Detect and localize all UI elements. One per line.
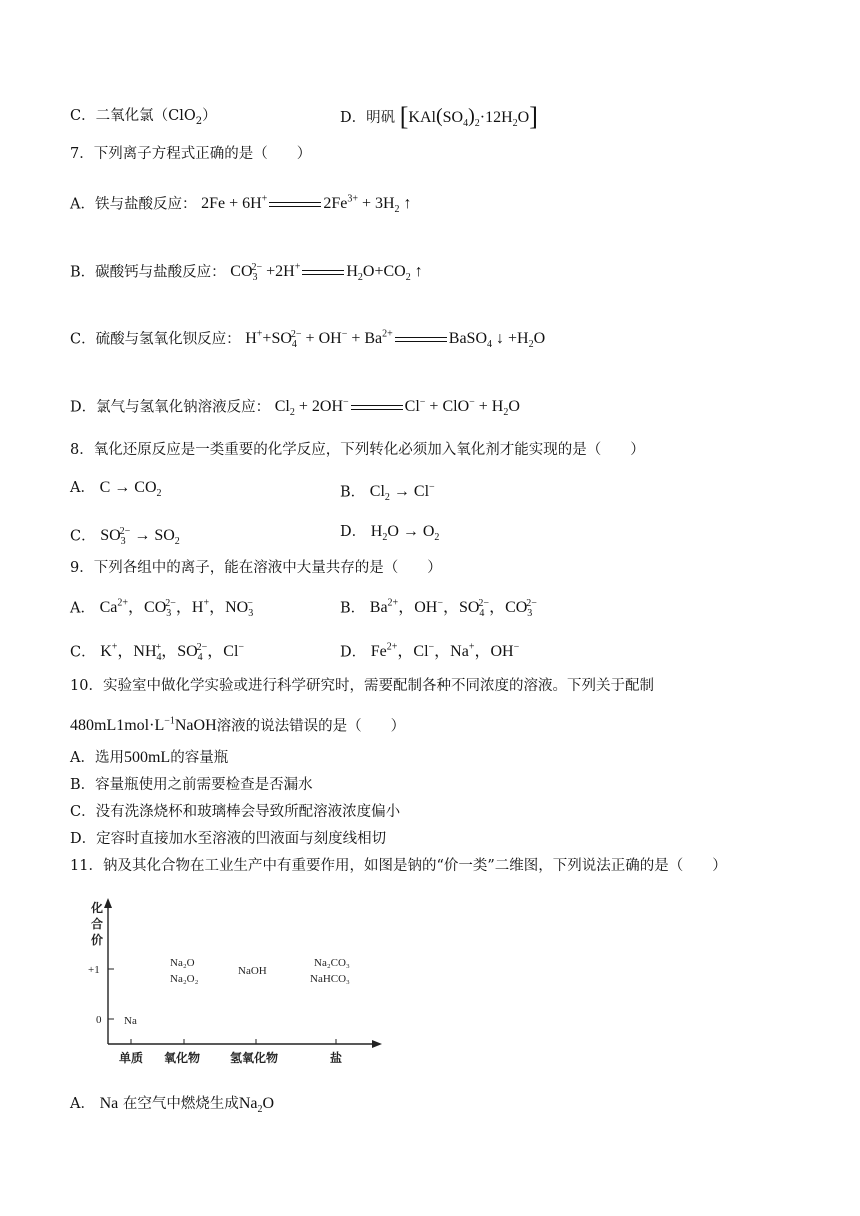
q7-option-a: [70, 190, 412, 221]
equation-c: $H^++SO_4^{2-} + OH^- + Ba^{2+}$ BaSO$_4$ ↓ $+H_2O$: [245, 329, 546, 351]
option-text: 氯气与氢氧化钠溶液反应：: [96, 399, 271, 416]
q8-stem: 8．氧化还原反应是一类重要的化学反应，下列转化必须加入氧化剂才能实现的是（ ）: [70, 442, 645, 458]
option-text: 硫酸与氢氧化钡反应：: [95, 331, 241, 348]
q9-option-b: B． $Ba^{2+}$，OH−，$SO_4^{2-}$，$CO_3^{2-}$: [340, 598, 537, 620]
x-label-hydroxide: 氢氧化物: [230, 1051, 279, 1065]
alum-formula: $[KAl(SO_4)_2\cdot 12H_2O]$: [399, 102, 538, 131]
equals-arrow: [269, 200, 321, 210]
option-text: A．选用: [70, 750, 124, 766]
na-symbol: Na: [99, 1095, 119, 1112]
option-text: 明矾: [366, 110, 396, 126]
option-label: B．: [340, 600, 366, 617]
option-text: 碳酸钙与盐酸反应：: [95, 264, 226, 281]
cell-nahco3: NaHCO₃: [310, 973, 350, 985]
q8-option-b: B． $Cl_2 \to Cl^-$: [340, 482, 435, 504]
q8-option-c: C． $SO_3^{2-} \to SO_2$: [70, 526, 180, 548]
equals-arrow: [395, 335, 447, 345]
option-label: D．: [70, 399, 97, 416]
stem-suffix: 溶液的说法错误的是（ ）: [216, 718, 406, 735]
q9-option-c: C． K+，$NH_4^+$，$SO_4^{2-}$，Cl−: [70, 642, 245, 664]
option-label: C．: [70, 528, 96, 545]
q10-option-b: B．容量瓶使用之前需要检查是否漏水: [70, 777, 313, 793]
option-label: B．: [70, 264, 96, 281]
x-axis-arrow: [372, 1040, 382, 1048]
q7-option-c: [70, 325, 545, 356]
volume-value: 500mL: [123, 749, 171, 766]
valence-class-diagram: [86, 894, 386, 1074]
option-text-end: 的容量瓶: [170, 750, 229, 766]
q8-option-d: D． $H_2O \to O_2$: [340, 523, 440, 544]
q8-option-a: A． $C \to CO_2$: [70, 479, 162, 500]
equals-arrow: [302, 268, 344, 278]
y-label-3: 价: [91, 933, 104, 947]
q11-option-a: [70, 1094, 274, 1120]
y-tick-label-plus1: +1: [88, 964, 100, 976]
option-label: A．: [70, 1096, 95, 1112]
equals-arrow: [351, 403, 403, 413]
option-text: 铁与盐酸反应：: [94, 196, 197, 213]
y-tick-label-zero: 0: [96, 1014, 102, 1026]
q6-option-d: [340, 102, 538, 134]
q7-stem: 7．下列离子方程式正确的是（ ）: [70, 146, 312, 162]
y-label-2: 合: [91, 917, 104, 931]
option-label: C．: [70, 331, 96, 348]
option-label: C．: [70, 644, 96, 661]
cell-naoh: NaOH: [238, 965, 267, 977]
option-label: B．: [340, 484, 366, 501]
equation-b: $CO_3^{2-} +2H^+$ $H_2O+CO_2$ ↑: [230, 262, 423, 284]
y-axis-arrow: [104, 898, 112, 908]
cell-na2o: Na₂O: [170, 957, 195, 969]
q9-stem: 9．下列各组中的离子，能在溶液中大量共存的是（ ）: [70, 560, 442, 576]
cell-na: Na: [124, 1015, 137, 1027]
equation-a: 2Fe + 6H+ $2Fe^{3+} + 3H_2$ ↑: [201, 194, 412, 216]
q6-option-c: [70, 106, 217, 132]
cell-na2co3: Na₂CO₃: [314, 957, 350, 969]
q10-stem-line2: [70, 712, 405, 736]
x-label-salt: 盐: [330, 1051, 343, 1065]
q10-option-c: C．没有洗涤烧杯和玻璃棒会导致所配溶液浓度偏小: [70, 804, 401, 820]
option-text-end: ）: [202, 108, 217, 124]
q9-option-d: D． $Fe^{2+}$，Cl−，Na+，OH−: [340, 642, 520, 661]
option-label: C．: [70, 108, 96, 124]
option-label: A．: [70, 600, 95, 617]
option-label: D．: [340, 644, 367, 661]
x-label-oxide: 氧化物: [164, 1051, 201, 1065]
option-label: D．: [340, 110, 367, 126]
option-label: A．: [70, 480, 95, 496]
q11-stem: 11．钠及其化合物在工业生产中有重要作用，如图是钠的“价一类”二维图，下列说法正确的是（ ）: [70, 858, 727, 874]
q10-option-d: D．定容时直接加水至溶液的凹液面与刻度线相切: [70, 831, 387, 847]
q10-stem-line1: 10．实验室中做化学实验或进行科学研究时，需要配制各种不同浓度的溶液。下列关于配制: [70, 678, 654, 694]
y-label-1: 化: [91, 901, 104, 915]
solution-spec: $480mL1mol\cdot L^{-1}NaOH$: [70, 716, 217, 735]
q9-option-a: A． $Ca^{2+}$，$CO_3^{2-}$，H+，$NO_3^-$: [70, 598, 254, 620]
option-text: 二氧化氯（ClO: [95, 108, 196, 124]
q10-option-a: [70, 748, 228, 768]
na2o-formula: $Na_2O$: [238, 1095, 275, 1116]
x-label-element: 单质: [119, 1051, 144, 1065]
q7-option-d: [70, 393, 520, 424]
cell-na2o2: Na₂O₂: [170, 973, 199, 985]
option-label: D．: [340, 524, 367, 540]
q7-option-b: [70, 258, 423, 289]
subscript: 2: [195, 115, 203, 127]
option-label: A．: [70, 196, 95, 213]
equation-d: $Cl_2 + 2OH^-$ $Cl^- + ClO^- + H_2O$: [274, 397, 520, 419]
option-text: 在空气中燃烧生成: [122, 1096, 239, 1112]
